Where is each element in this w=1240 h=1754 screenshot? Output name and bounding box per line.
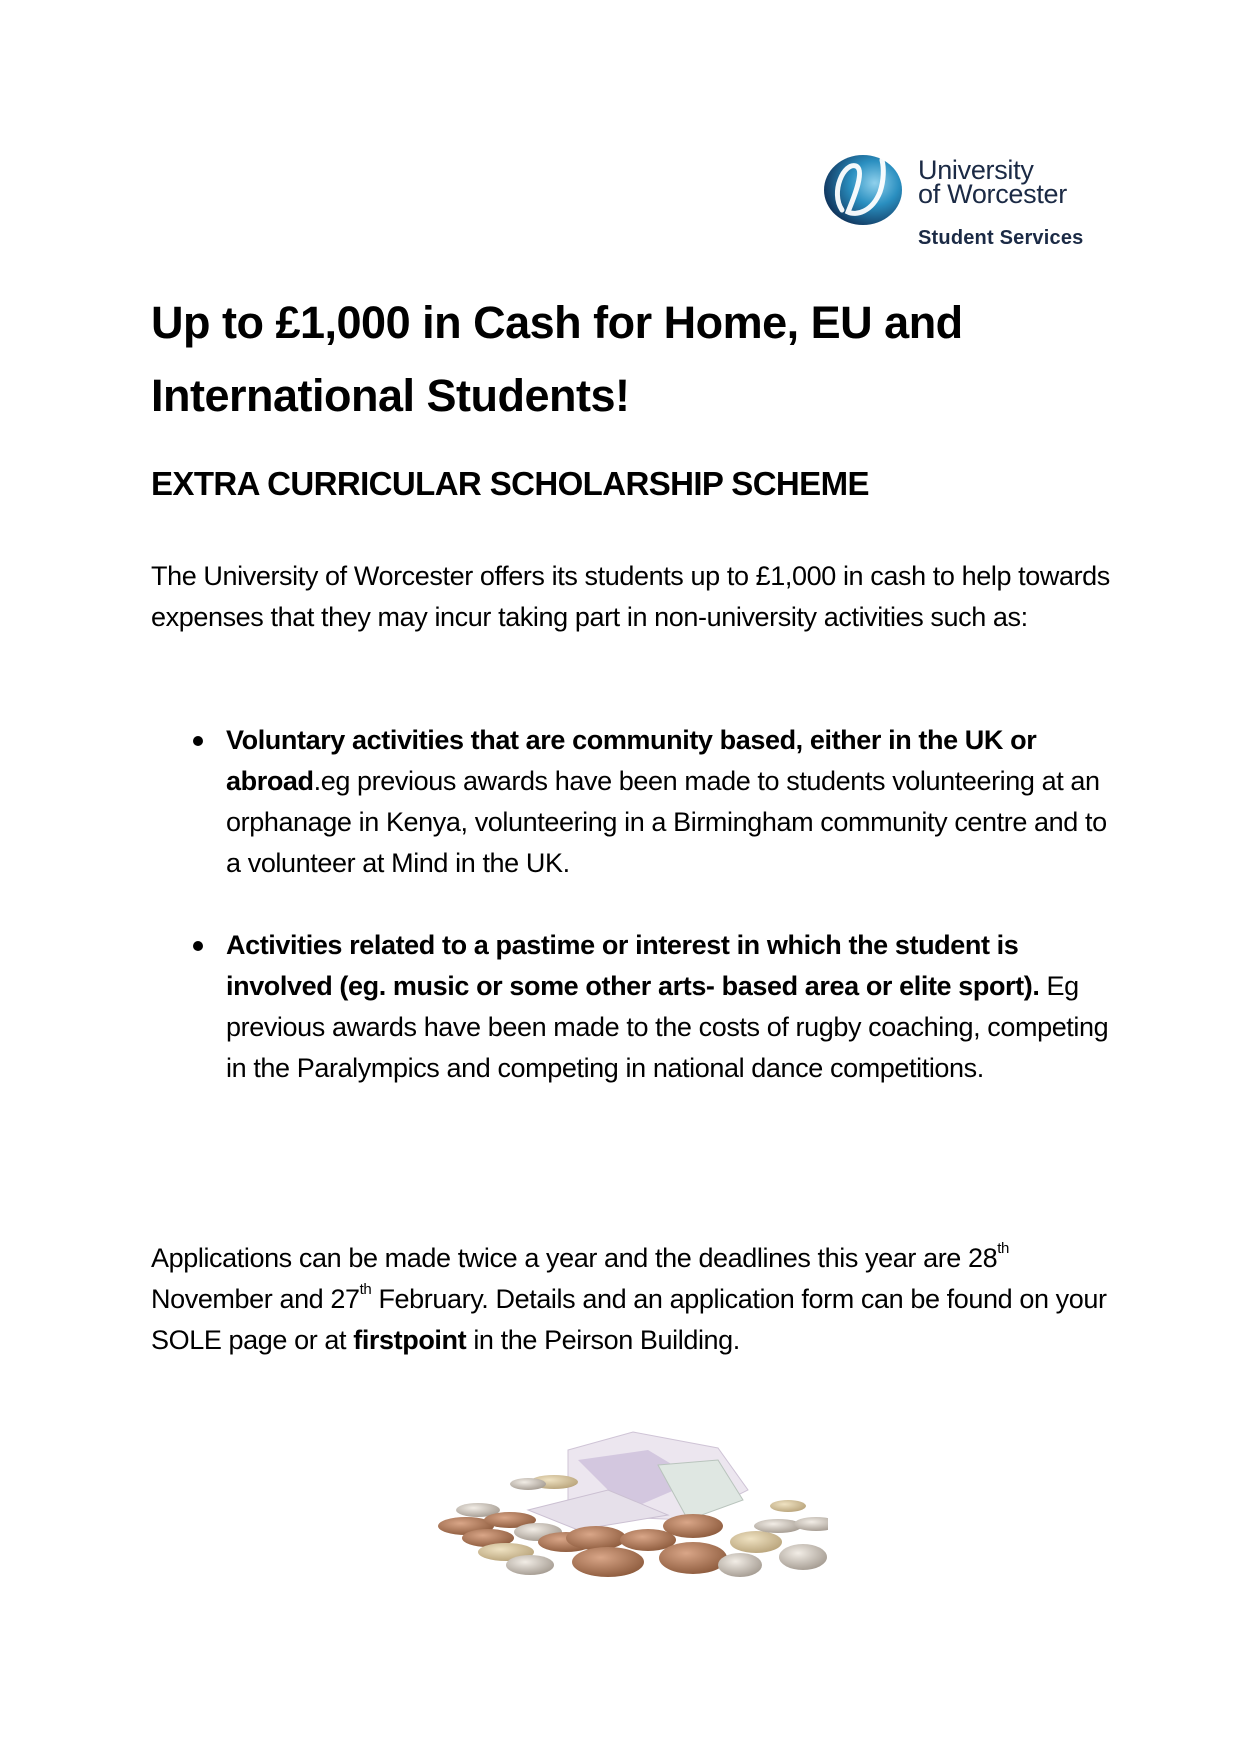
bullet-icon: [193, 736, 203, 746]
coins-and-banknotes-image: [418, 1420, 828, 1600]
closing-text: in the Peirson Building.: [466, 1325, 740, 1355]
bullet-text: .eg previous awards have been made to students volunteering at an orphanage in Kenya, volunteering in a Birmingham community centre and to a volunteer at Mind in the UK.: [226, 766, 1107, 878]
closing-text: February. Details and an application form can be found on your SOLE page or at: [151, 1284, 1107, 1355]
list-item: [151, 925, 1111, 1089]
bullet-text: Eg previous awards have been made to the costs of rugby coaching, competing in the Paralympics and competing in national dance competitions.: [226, 971, 1109, 1083]
page-title: [151, 286, 1101, 432]
bullet-bold-text: Voluntary activities that are community based, either in the UK or abroad: [226, 725, 1037, 796]
bullet-icon: [193, 941, 203, 951]
university-of-worcester-logo-icon: [822, 152, 904, 228]
bullet-bold-text: Activities related to a pastime or interest in which the student is involved (eg. music or some other arts- based area or elite sport).: [226, 930, 1040, 1001]
ordinal-suffix: th: [359, 1281, 372, 1298]
title-line1: Up to £1,000 in Cash for Home, EU and: [151, 297, 963, 348]
scheme-heading: EXTRA CURRICULAR SCHOLARSHIP SCHEME: [151, 465, 869, 502]
intro-paragraph: The University of Worcester offers its students up to £1,000 in cash to help towards expenses that they may incur taking part in non-university activities such as:: [151, 561, 1110, 632]
list-item: [151, 720, 1111, 884]
logo-name-line2: of Worcester: [918, 179, 1067, 209]
activity-list: [151, 720, 1111, 1130]
closing-paragraph: [151, 1238, 1111, 1361]
logo-name: [918, 155, 1067, 209]
closing-text: November and 27: [151, 1284, 360, 1314]
firstpoint-label: firstpoint: [353, 1325, 467, 1355]
logo-department: Student Services: [918, 227, 1084, 249]
university-logo: [822, 150, 1092, 250]
title-line2: International Students!: [151, 370, 630, 421]
ordinal-suffix: th: [997, 1240, 1009, 1257]
closing-text: Applications can be made twice a year and the deadlines this year are 28: [151, 1243, 998, 1273]
logo-name-line1: University: [918, 155, 1034, 185]
